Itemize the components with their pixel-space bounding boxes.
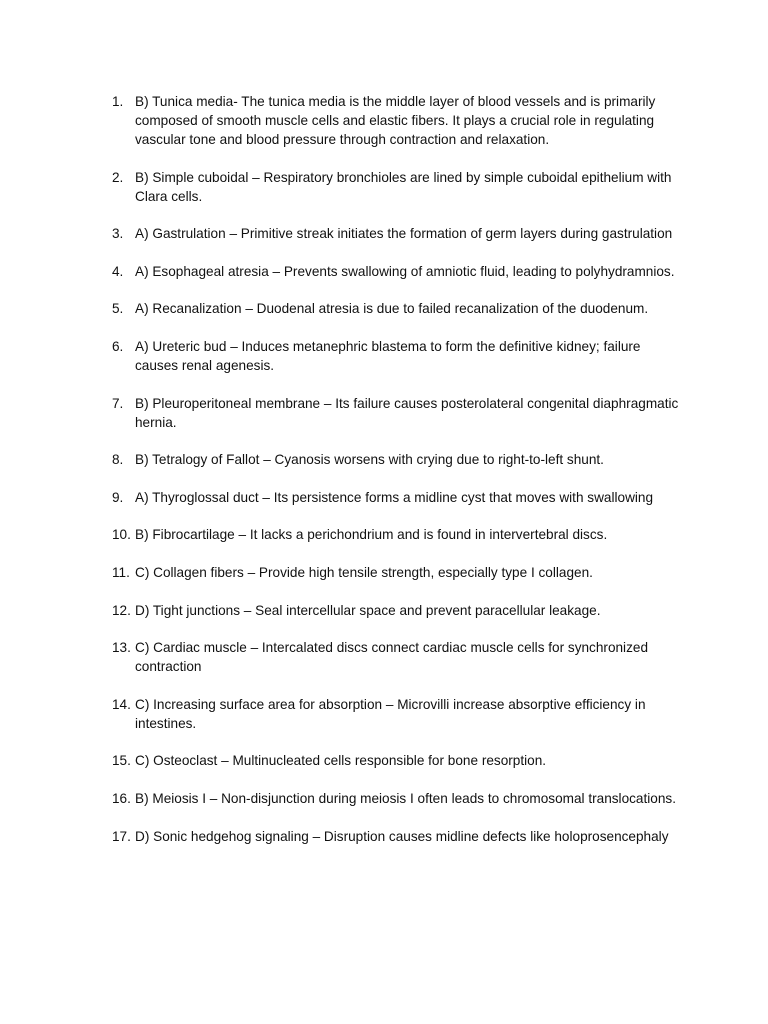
- list-item: [112, 638, 682, 676]
- item-text: A) Thyroglossal duct – Its persistence forms a midline cyst that moves with swallowing: [135, 489, 654, 505]
- item-number: 17.: [112, 828, 131, 844]
- item-text: B) Fibrocartilage – It lacks a perichondrium and is found in intervertebral discs.: [135, 527, 608, 543]
- list-item: [112, 168, 682, 206]
- item-text: C) Increasing surface area for absorption – Microvilli increase absorptive efficiency in intestines.: [135, 696, 646, 731]
- list-item: [112, 827, 682, 846]
- list-item: [112, 92, 682, 149]
- item-text: B) Tetralogy of Fallot – Cyanosis worsens with crying due to right-to-left shunt.: [135, 452, 604, 468]
- item-text: C) Osteoclast – Multinucleated cells responsible for bone resorption.: [135, 753, 547, 769]
- item-text: D) Tight junctions – Seal intercellular space and prevent paracellular leakage.: [135, 602, 601, 618]
- item-text: D) Sonic hedgehog signaling – Disruption causes midline defects like holoprosencephaly: [135, 828, 669, 844]
- list-item: [112, 394, 682, 432]
- item-text: A) Esophageal atresia – Prevents swallowing of amniotic fluid, leading to polyhydramnios.: [135, 263, 675, 279]
- item-text: A) Ureteric bud – Induces metanephric blastema to form the definitive kidney; failure causes renal agenesis.: [135, 338, 641, 373]
- item-number: 5.: [112, 301, 124, 317]
- item-number: 6.: [112, 338, 124, 354]
- item-number: 8.: [112, 452, 124, 468]
- item-text: B) Pleuroperitoneal membrane – Its failure causes posterolateral congenital diaphragmatic hernia.: [135, 395, 679, 430]
- item-text: B) Meiosis I – Non-disjunction during meiosis I often leads to chromosomal translocations.: [135, 790, 676, 806]
- item-text: B) Simple cuboidal – Respiratory bronchioles are lined by simple cuboidal epithelium with Clara cells.: [135, 169, 672, 204]
- list-item: [112, 789, 682, 808]
- list-item: [112, 601, 682, 620]
- item-text: C) Collagen fibers – Provide high tensile strength, especially type I collagen.: [135, 564, 593, 580]
- item-number: 12.: [112, 602, 131, 618]
- item-text: A) Gastrulation – Primitive streak initiates the formation of germ layers during gastrulation: [135, 226, 673, 242]
- item-text: B) Tunica media- The tunica media is the middle layer of blood vessels and is primarily composed of smooth muscle cells and elastic fibers. It plays a crucial role in regulating vascular tone and blood pressure through contraction and relaxation.: [135, 94, 656, 147]
- item-number: 13.: [112, 640, 131, 656]
- item-number: 1.: [112, 94, 124, 109]
- list-item: [112, 450, 682, 469]
- list-item: [112, 751, 682, 770]
- item-text: C) Cardiac muscle – Intercalated discs connect cardiac muscle cells for synchronized contraction: [135, 640, 648, 675]
- list-item: [112, 224, 682, 243]
- list-item: [112, 525, 682, 544]
- answer-list: [112, 92, 682, 864]
- item-text: A) Recanalization – Duodenal atresia is due to failed recanalization of the duodenum.: [135, 301, 649, 317]
- list-item: [112, 262, 682, 281]
- item-number: 3.: [112, 226, 124, 242]
- list-item: [112, 563, 682, 582]
- list-item: [112, 488, 682, 507]
- list-item: [112, 695, 682, 733]
- item-number: 7.: [112, 395, 124, 411]
- item-number: 2.: [112, 169, 124, 185]
- item-number: 4.: [112, 263, 124, 279]
- list-item: [112, 337, 682, 375]
- item-number: 11.: [112, 564, 130, 580]
- item-number: 9.: [112, 489, 124, 505]
- item-number: 15.: [112, 753, 131, 769]
- list-item: [112, 299, 682, 318]
- item-number: 16.: [112, 790, 131, 806]
- item-number: 10.: [112, 527, 131, 543]
- item-number: 14.: [112, 696, 131, 712]
